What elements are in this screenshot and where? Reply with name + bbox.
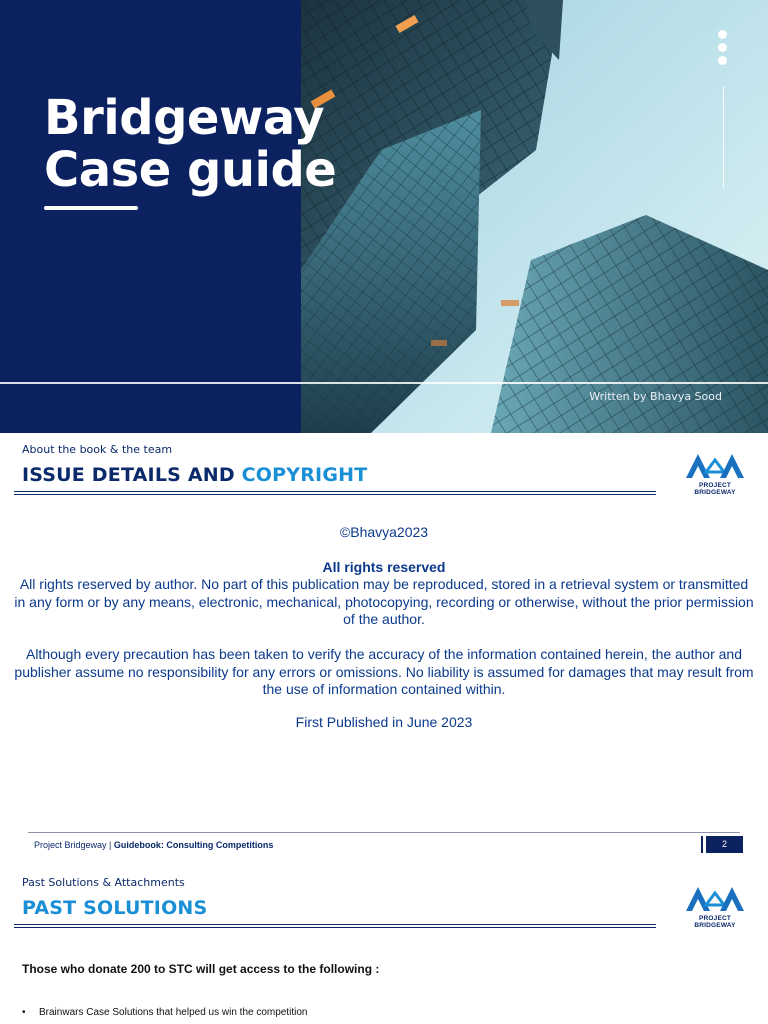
rights-heading: All rights reserved <box>322 559 446 575</box>
section-title-accent: COPYRIGHT <box>241 464 368 486</box>
publication-date: First Published in June 2023 <box>295 714 473 730</box>
footer-guidebook: Guidebook: Consulting Competitions <box>113 840 274 850</box>
project-bridgeway-logo <box>678 448 752 498</box>
section-kicker-2: Past Solutions & Attachments <box>22 876 185 889</box>
footer-text <box>34 840 273 850</box>
cover-title-underline <box>44 206 138 210</box>
cover-title-line-1: Bridgeway <box>44 90 325 146</box>
donate-statement: Those who donate 200 to STC will get access to the following : <box>22 962 380 976</box>
rights-paragraph: All rights reserved by author. No part of this publication may be reproduced, stored in a retrieval system or transmitted in any form or by any means, electronic, mechanical, photocopying, recording or otherwise, without the prior permission of the author. <box>14 576 754 627</box>
bridgeway-logo-icon-2 <box>678 881 752 915</box>
cover-vertical-line <box>723 86 724 188</box>
page-number: 2 <box>703 836 743 853</box>
cover-title-line-2: Case guide <box>44 142 337 198</box>
cover-navy-panel <box>0 0 301 433</box>
section-title-2: PAST SOLUTIONS <box>22 897 208 919</box>
cover-horizontal-line <box>0 382 768 384</box>
bridgeway-logo-icon <box>678 448 752 482</box>
cover-page <box>0 0 768 433</box>
logo-text-2: PROJECT BRIDGEWAY <box>694 915 736 929</box>
copyright-notice: ©Bhavya2023 <box>339 524 429 540</box>
cover-title <box>44 92 336 196</box>
footer-divider <box>28 832 740 833</box>
footer-project: Project Bridgeway | <box>34 840 112 850</box>
precaution-paragraph: Although every precaution has been taken to verify the accuracy of the information contained herein, the author and publisher assume no responsibility for any errors or omissions. No liability is assumed for damages that may result from the use of information contained within. <box>14 646 754 697</box>
section-title <box>22 464 367 486</box>
logo-text: PROJECT BRIDGEWAY <box>694 482 736 496</box>
project-bridgeway-logo-2 <box>678 881 752 931</box>
more-options-icon <box>718 30 728 70</box>
section-kicker: About the book & the team <box>22 443 173 456</box>
header-divider-2 <box>14 924 656 928</box>
list-item: • Brainwars Case Solutions that helped us win the competition <box>22 1006 307 1020</box>
cover-author: Written by Bhavya Sood <box>589 390 722 403</box>
section-title-dark: ISSUE DETAILS AND <box>22 464 235 486</box>
skyscraper-photo <box>301 0 768 433</box>
solutions-list <box>22 1006 307 1020</box>
header-divider <box>14 491 656 495</box>
